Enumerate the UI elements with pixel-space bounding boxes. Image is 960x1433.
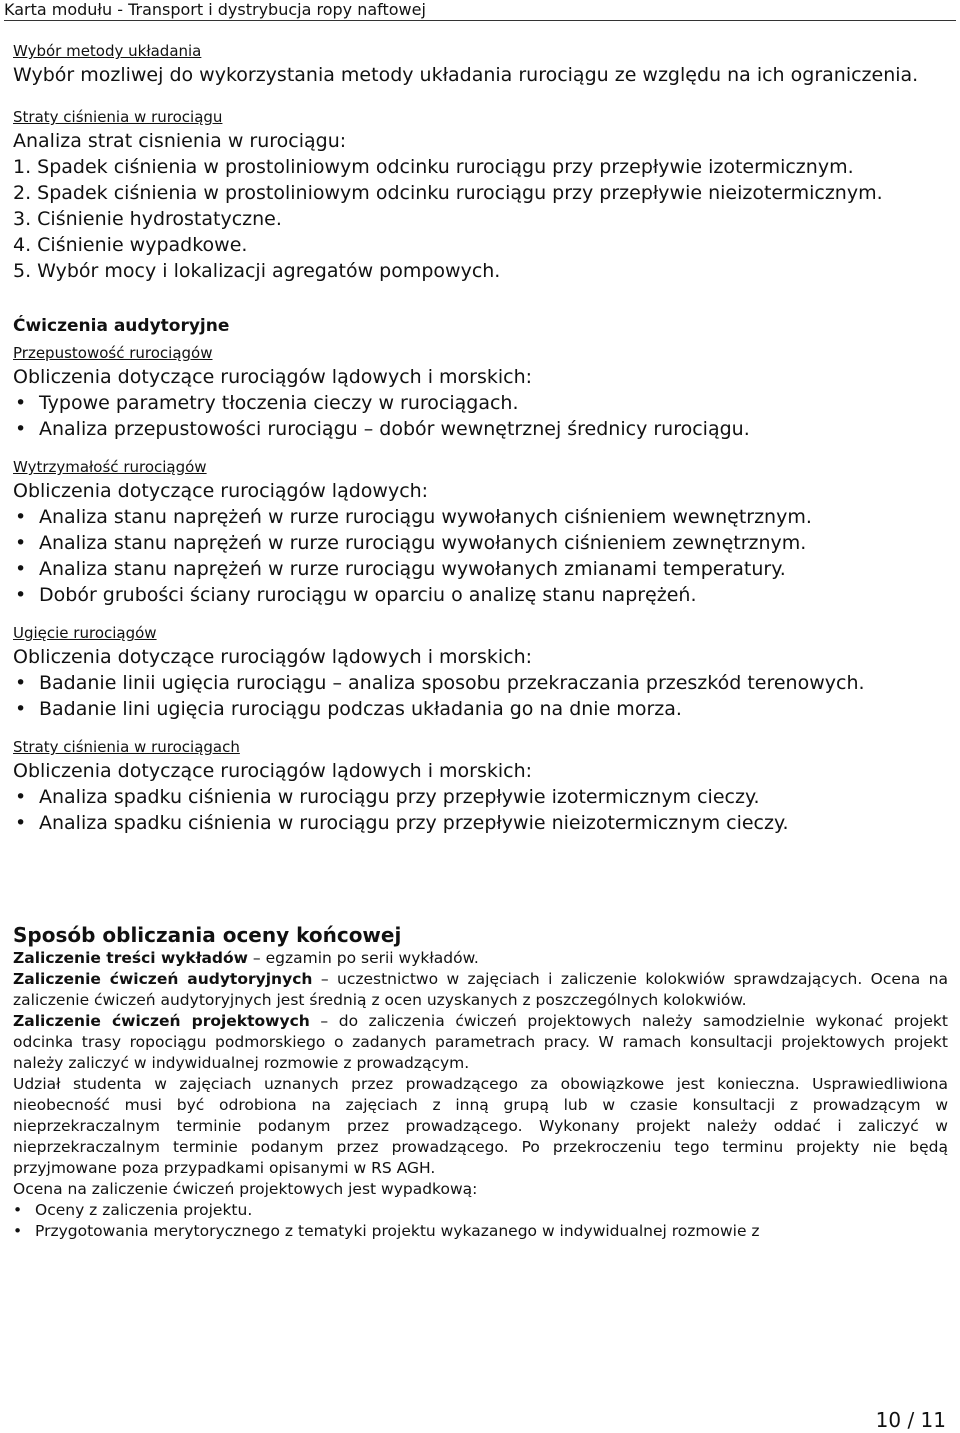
- page-content: [13, 40, 948, 1242]
- grading-list: [13, 1200, 948, 1242]
- bullet-list: [13, 504, 948, 608]
- grading-paragraph: Zaliczenie ćwiczeń projektowych – do zaliczenia ćwiczeń projektowych należy samodzielnie wykonać projekt odcinka trasy ropociągu podmorskiego o zadanych parametrach pracy. W ramach konsultacji projektowych projekt należy zaliczyć w indywidualnej rozmowie z prowadzącym.: [13, 1012, 948, 1072]
- list-item: • Analiza stanu naprężeń w rurze rurociągu wywołanych ciśnieniem zewnętrznym.: [13, 530, 948, 556]
- section-title-throughput: Przepustowość rurociągów: [13, 344, 213, 362]
- list-item: • Przygotowania merytorycznego z tematyki projektu wykazanego w indywidualnej rozmowie z: [13, 1221, 948, 1242]
- grading-bold-label: Zaliczenie ćwiczeń projektowych: [13, 1012, 310, 1030]
- numbered-item: 3. Ciśnienie hydrostatyczne.: [13, 208, 282, 230]
- list-item: • Analiza spadku ciśnienia w rurociągu przy przepływie izotermicznym cieczy.: [13, 784, 948, 810]
- list-item: • Oceny z zaliczenia projektu.: [13, 1200, 948, 1221]
- list-item: • Typowe parametry tłoczenia cieczy w rurociągach.: [13, 390, 948, 416]
- list-item: • Badanie linii ugięcia rurociągu – analiza sposobu przekraczania przeszkód terenowych.: [13, 670, 948, 696]
- list-item: • Analiza przepustowości rurociągu – dobór wewnętrznej średnicy rurociągu.: [13, 416, 948, 442]
- bullet-list: [13, 784, 948, 836]
- grading-paragraph: Zaliczenie ćwiczeń audytoryjnych – uczestnictwo w zajęciach i zaliczenie kolokwiów sprawdzających. Ocena na zaliczenie ćwiczeń audytoryjnych jest średnią z ocen uzyskanych z poszczególnych kolokwiów.: [13, 970, 948, 1009]
- grading-paragraph: Zaliczenie treści wykładów – egzamin po serii wykładów.: [13, 949, 479, 967]
- page-header: Karta modułu - Transport i dystrybucja ropy naftowej: [4, 0, 956, 21]
- section-title-laying-method: Wybór metody układania: [13, 42, 202, 60]
- list-item: • Dobór grubości ściany rurociągu w oparciu o analizę stanu naprężeń.: [13, 582, 948, 608]
- grading-paragraph: Udział studenta w zajęciach uznanych przez prowadzącego za obowiązkowe jest konieczna. Usprawiedliwiona nieobecność musi być odrobiona na zajęciach z inną grupą lub w czasie konsultacji z prowadzącym w nieprzekraczalnym terminie podanym przez prowadzącego. Wykonany projekt należy oddać i zaliczyć w nieprzekraczalnym terminie podanym przez prowadzącego. Po przekroczeniu tego terminu projekty nie będą przyjmowane poza przypadkami opisanymi w RS AGH.: [13, 1075, 948, 1177]
- section-intro: Obliczenia dotyczące rurociągów lądowych i morskich:: [13, 366, 533, 388]
- list-item: • Analiza spadku ciśnienia w rurociągu przy przepływie nieizotermicznym cieczy.: [13, 810, 948, 836]
- section-intro: Analiza strat cisnienia w rurociągu:: [13, 130, 347, 152]
- section-title-pressure-loss: Straty ciśnienia w rurociągu: [13, 108, 223, 126]
- grading-title: Sposób obliczania oceny końcowej: [13, 923, 402, 947]
- page-number: 10 / 11: [875, 1408, 946, 1432]
- grading-bold-label: Zaliczenie ćwiczeń audytoryjnych: [13, 970, 313, 988]
- section-title-deflection: Ugięcie rurociągów: [13, 624, 157, 642]
- section-title-strength: Wytrzymałość rurociągów: [13, 458, 207, 476]
- numbered-item: 4. Ciśnienie wypadkowe.: [13, 234, 248, 256]
- list-item: • Analiza stanu naprężeń w rurze rurociągu wywołanych zmianami temperatury.: [13, 556, 948, 582]
- list-item: • Analiza stanu naprężeń w rurze rurociągu wywołanych ciśnieniem wewnętrznym.: [13, 504, 948, 530]
- bullet-list: [13, 390, 948, 442]
- section-intro: Obliczenia dotyczące rurociągów lądowych:: [13, 480, 429, 502]
- section-intro: Obliczenia dotyczące rurociągów lądowych i morskich:: [13, 760, 533, 782]
- grading-bold-label: Zaliczenie treści wykładów: [13, 949, 248, 967]
- numbered-item: 1. Spadek ciśnienia w prostoliniowym odcinku rurociągu przy przepływie izotermicznym.: [13, 156, 854, 178]
- section-intro: Obliczenia dotyczące rurociągów lądowych i morskich:: [13, 646, 533, 668]
- grading-paragraph: Ocena na zaliczenie ćwiczeń projektowych jest wypadkową:: [13, 1180, 478, 1198]
- section-text: Wybór mozliwej do wykorzystania metody układania rurociągu ze względu na ich ograniczenia.: [13, 64, 919, 86]
- exercises-heading: Ćwiczenia audytoryjne: [13, 316, 230, 336]
- bullet-list: [13, 670, 948, 722]
- list-item: • Badanie lini ugięcia rurociągu podczas układania go na dnie morza.: [13, 696, 948, 722]
- numbered-item: 2. Spadek ciśnienia w prostoliniowym odcinku rurociągu przy przepływie nieizotermicznym.: [13, 182, 883, 204]
- numbered-item: 5. Wybór mocy i lokalizacji agregatów pompowych.: [13, 260, 501, 282]
- section-title-pressure-loss-pipelines: Straty ciśnienia w rurociągach: [13, 738, 240, 756]
